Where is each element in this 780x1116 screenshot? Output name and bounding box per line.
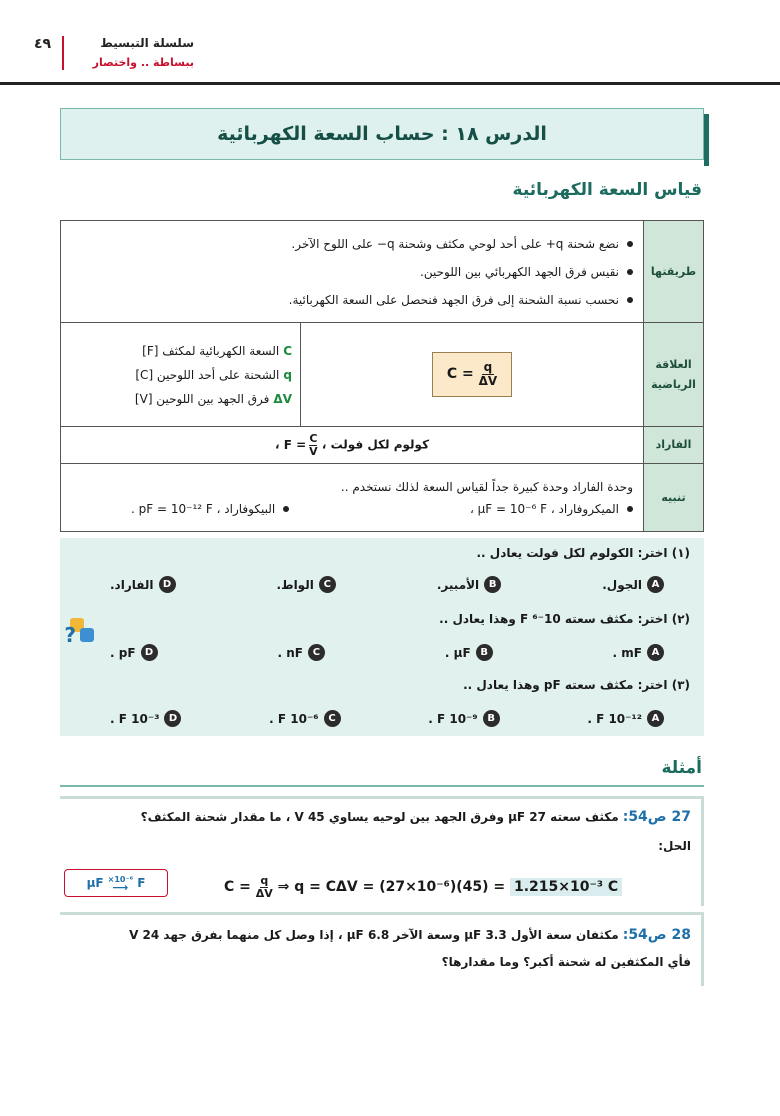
mcq-option[interactable]: D pF . (110, 644, 158, 661)
farad-label: الفاراد (644, 427, 704, 464)
symbol-line: ΔVفرق الجهد بين اللوحين [V] (134, 391, 292, 406)
mcq-options (110, 644, 664, 661)
question-puzzle-icon (64, 612, 98, 652)
capacitance-table (60, 220, 704, 532)
header-rule (0, 82, 780, 85)
relation-formula-cell (301, 323, 644, 427)
mcq-option[interactable]: B الأمبير. (437, 576, 501, 593)
mcq-option[interactable]: C الواط. (277, 576, 336, 593)
farad-definition: كولوم لكل فولت ، F = $\frac{C}{V}$ ، (61, 427, 644, 464)
symbol-line: qالشحنة على أحد اللوحين [C] (135, 367, 292, 382)
solution-label: الحل: (658, 839, 691, 853)
solution-equation: C = $\frac{q}{\Delta V}$ ⇒ q = CΔV = (27×10⁻⁶)(45) = 1.215×10⁻³ C (224, 875, 622, 899)
example-1-question: 27 ص54:مكثف سعته 27 μF وفرق الجهد بين لوحيه يساوي 45 V ، ما مقدار شحنة المكثف؟ (140, 809, 691, 825)
solution-answer: 1.215×10⁻³ C (510, 878, 622, 896)
mcq-options (110, 710, 664, 727)
section-title: قياس السعة الكهربائية (512, 180, 702, 200)
symbols-cell (61, 323, 301, 427)
mcq-option[interactable]: D 10⁻³ F . (110, 710, 181, 727)
mcq-question: (١) اختر: الكولوم لكل فولت يعادل .. (476, 546, 690, 560)
mcq-option[interactable]: D الفاراد. (110, 576, 176, 593)
method-step: نقيس فرق الجهد الكهربائي بين اللوحين. (61, 258, 643, 286)
example-2-question: 28 ص54:مكثفان سعة الأول 3.3 μF وسعة الآخر 6.8 μF ، إذا وصل كل منهما بفرق جهد 24 V (129, 927, 691, 943)
lesson-title-box (60, 108, 704, 160)
example-1 (60, 796, 704, 906)
example-2 (60, 912, 704, 986)
bullet-icon (627, 269, 633, 275)
bullet-icon (627, 297, 633, 303)
method-label: طريقتها (644, 221, 704, 323)
series-name: سلسلة التبسيط (100, 36, 194, 50)
mcq-option[interactable]: A الجول. (602, 576, 664, 593)
bullet-icon (627, 241, 633, 247)
note-cell (61, 464, 644, 532)
mcq-question: (٢) اختر: مكثف سعته 10⁻⁶ F وهذا يعادل .. (439, 612, 690, 626)
examples-rule (60, 785, 704, 787)
capacitance-formula: C = $\frac{q}{\Delta V}$ (432, 352, 512, 396)
svg-text:?: ? (64, 623, 76, 647)
mcq-options (110, 576, 664, 593)
mcq-option[interactable]: B μF . (445, 644, 493, 661)
mcq-option[interactable]: A mF . (613, 644, 664, 661)
symbol-line: Cالسعة الكهربائية لمكثف [F] (142, 343, 292, 358)
mcq-option[interactable]: B 10⁻⁹ F . (428, 710, 499, 727)
bullet-icon (627, 506, 633, 512)
method-cell (61, 221, 644, 323)
unit-conversion-box: μF ×10⁻⁶ ⟶ F (64, 869, 168, 897)
method-step: نضع شحنة q+ على أحد لوحي مكثف وشحنة q− على اللوح الآخر. (61, 230, 643, 258)
series-slogan: ببساطة .. واختصار (92, 56, 194, 69)
mcq-question: (٣) اختر: مكثف سعته pF وهذا يعادل .. (463, 678, 690, 692)
note-line: وحدة الفاراد وحدة كبيرة جداً لقياس السعة لذلك نستخدم .. (340, 479, 633, 494)
method-step: نحسب نسبة الشحنة إلى فرق الجهد فنحصل على السعة الكهربائية. (61, 286, 643, 314)
relation-label: العلاقة الرياضية (644, 323, 704, 427)
note-label: تنبيه (644, 464, 704, 532)
header-divider (62, 36, 64, 70)
lesson-title: الدرس ١٨ : حساب السعة الكهربائية (217, 123, 547, 145)
conversion-arrow-icon: ×10⁻⁶ ⟶ (107, 874, 134, 894)
mcq-option[interactable]: C 10⁻⁶ F . (269, 710, 340, 727)
example-2-question-cont: فأي المكثفين له شحنة أكبر؟ وما مقدارها؟ (441, 955, 691, 969)
page-header (34, 34, 194, 78)
examples-title: أمثلة (661, 758, 702, 778)
mcq-block (60, 538, 704, 736)
mcq-option[interactable]: A 10⁻¹² F . (587, 710, 664, 727)
note-pico: البيكوفاراد ، pF = 10⁻¹² F . (71, 502, 289, 516)
mcq-option[interactable]: C nF . (277, 644, 325, 661)
bullet-icon (283, 506, 289, 512)
note-micro: الميكروفاراد ، μF = 10⁻⁶ F ، (470, 502, 633, 516)
page-number: ٤٩ (34, 36, 52, 52)
